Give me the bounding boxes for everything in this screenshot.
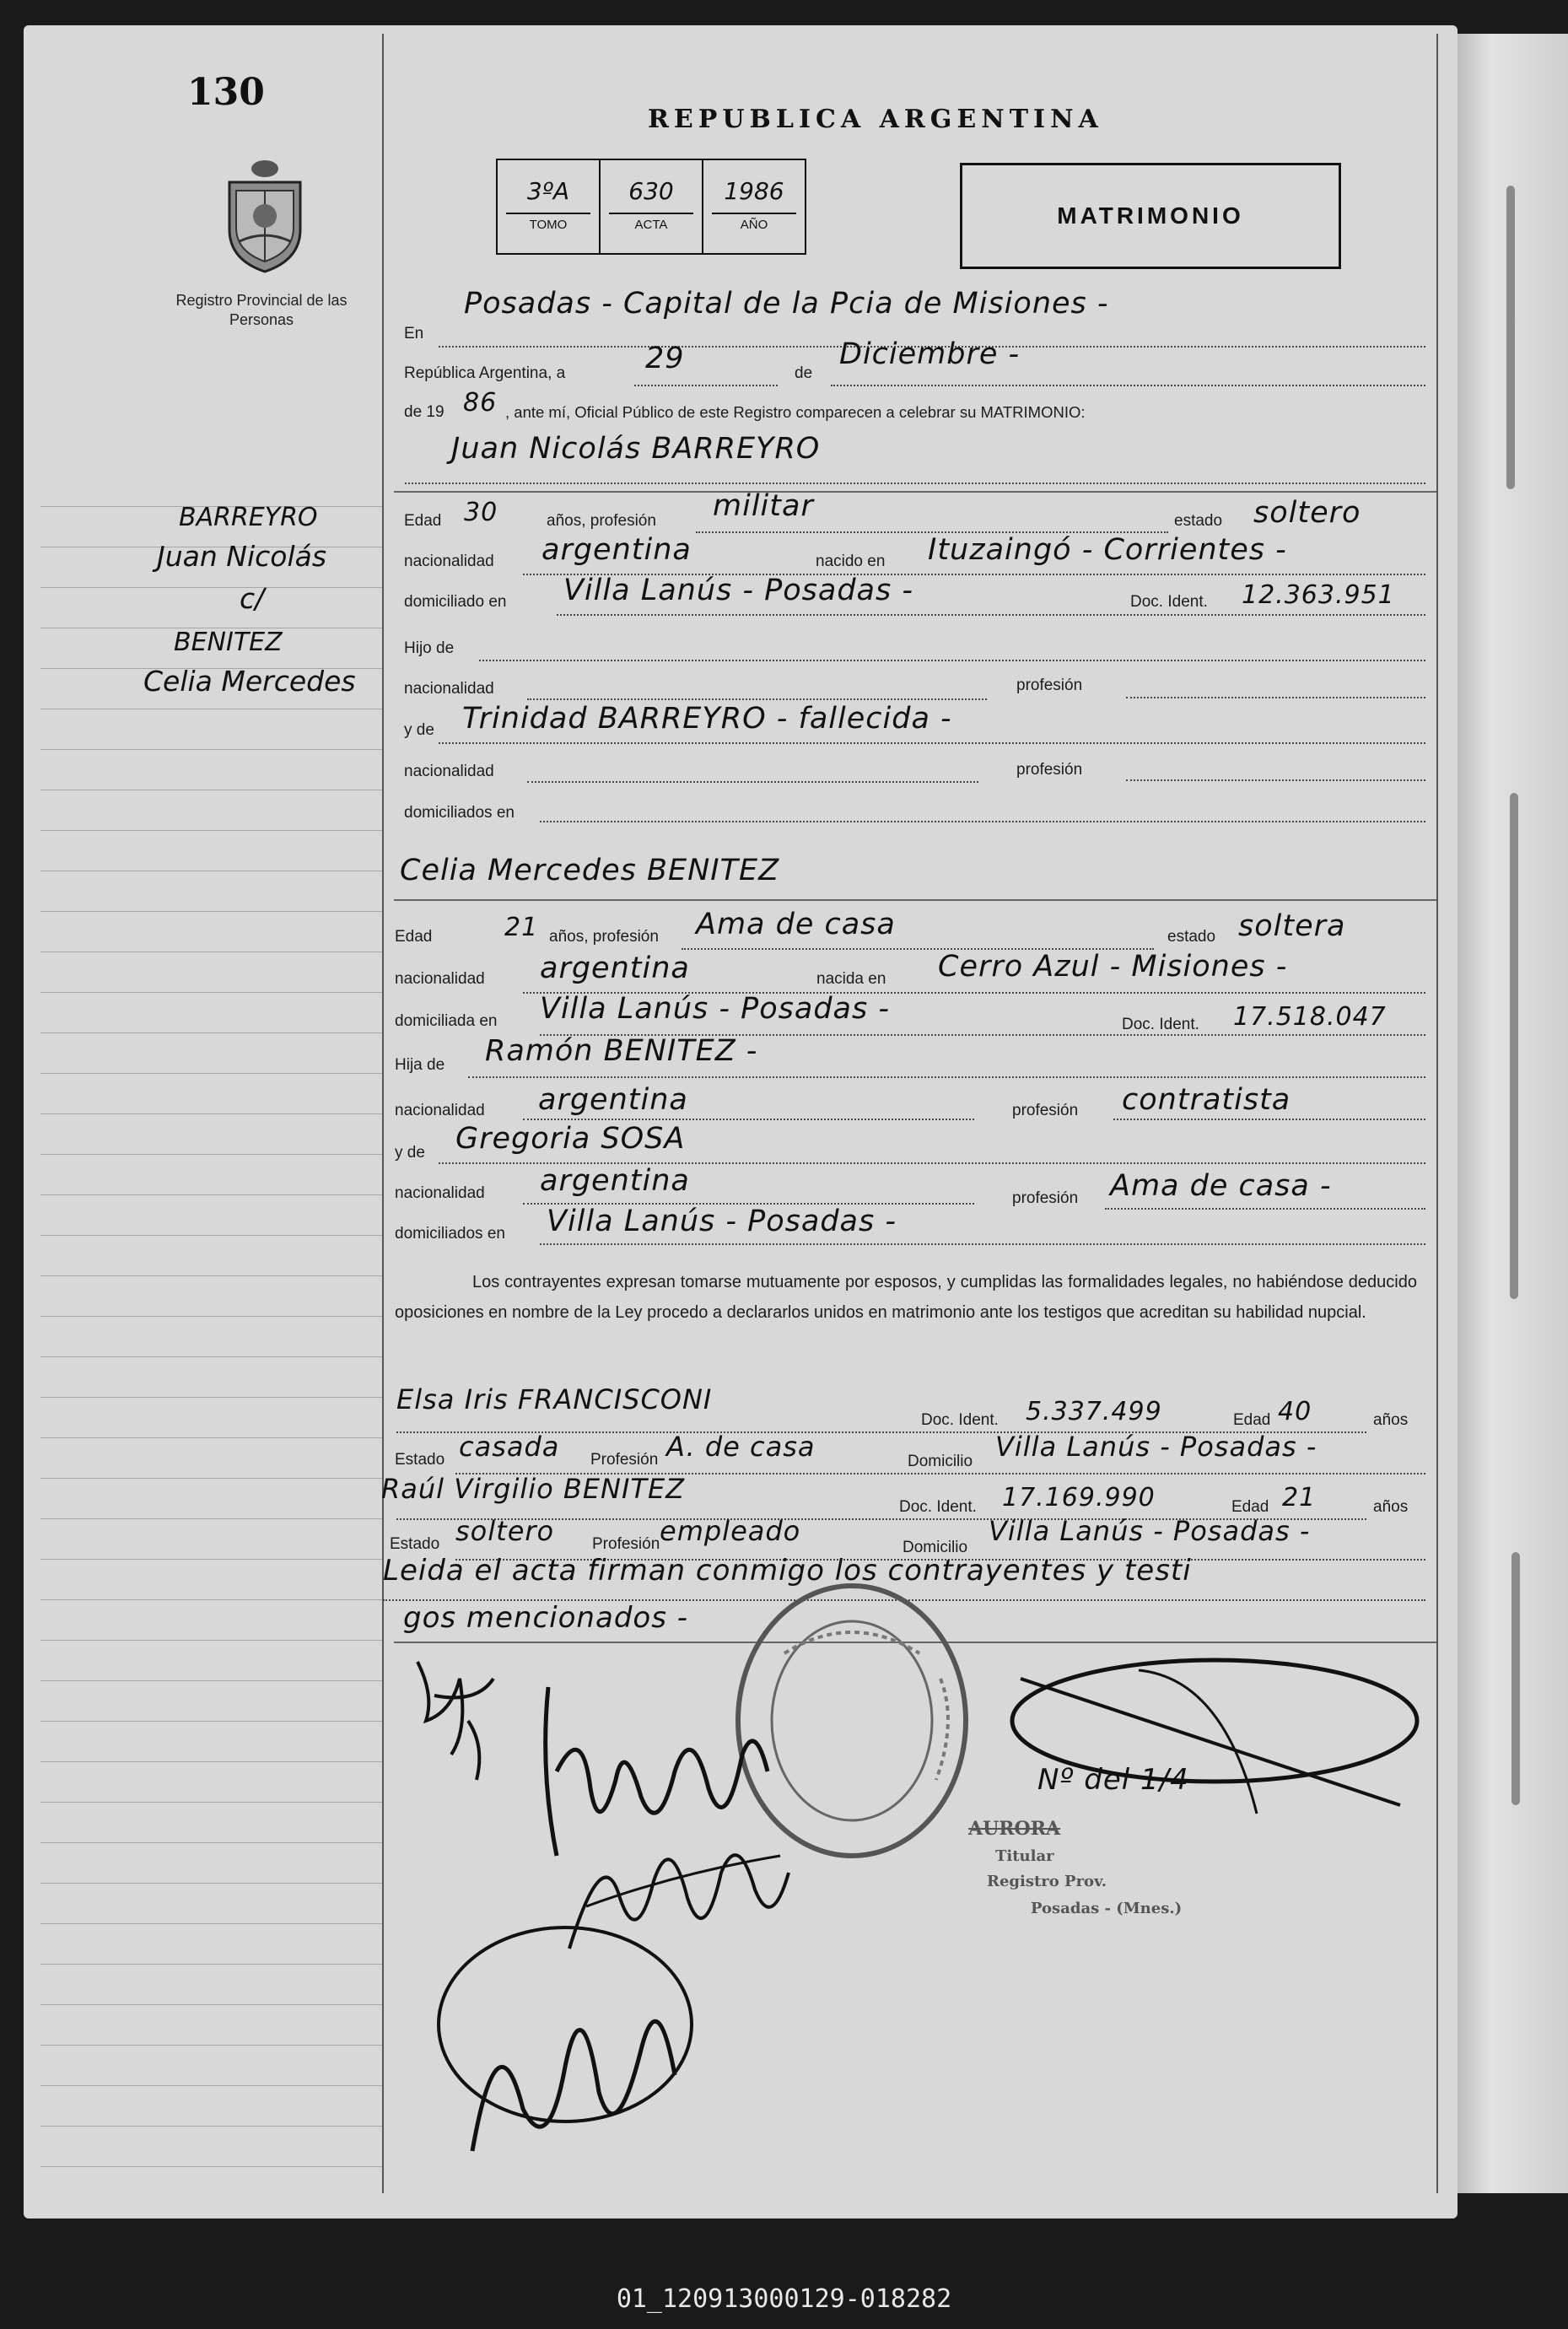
margin-rule-line — [40, 2126, 382, 2127]
declaration-text: Los contrayentes expresan tomarse mutuamente por esposos, y cumplidas las formalidades legales, no habiéndose deducido oposiciones en nombre de la Ley procedo a declararlos unidos en matrimonio ante los testigos que acreditan su habilidad nupcial. — [395, 1273, 1417, 1322]
bride-dom-padres-label: domiciliados en — [395, 1225, 505, 1243]
bride-padre-value: Ramón BENITEZ - — [485, 1034, 758, 1068]
ano-value: 1986 — [724, 177, 784, 205]
groom-edad-label: Edad — [404, 512, 442, 530]
witness2-edad-value: 21 — [1282, 1483, 1317, 1512]
witness2-edad-label: Edad — [1231, 1498, 1269, 1516]
margin-rule-line — [40, 2045, 382, 2046]
tomo-label: TOMO — [506, 213, 590, 232]
groom-madre-value: Trinidad BARREYRO - fallecida - — [462, 702, 952, 736]
witness1-estado-value: casada — [459, 1431, 560, 1463]
right-border — [1436, 34, 1438, 2193]
margin-rule-line — [40, 1599, 382, 1600]
closing-line-2: gos mencionados - — [403, 1601, 688, 1635]
margin-rule-line — [40, 1761, 382, 1762]
witness2-name: Raúl Virgilio BENITEZ — [381, 1473, 686, 1505]
groom-estado-value: soltero — [1253, 496, 1361, 530]
bride-nacida-value: Cerro Azul - Misiones - — [938, 950, 1288, 984]
witness1-profesion-value: A. de casa — [666, 1431, 816, 1463]
provincial-coat-of-arms-icon — [218, 157, 312, 275]
bride-profesion-value: Ama de casa — [696, 908, 896, 941]
margin-rule-line — [40, 1194, 382, 1195]
bride-hija-line — [468, 1076, 1425, 1078]
groom-madre-nac-line — [527, 781, 978, 783]
witness2-doc-label: Doc. Ident. — [899, 1498, 977, 1516]
bride-nacionalidad-label: nacionalidad — [395, 970, 485, 988]
groom-name: Juan Nicolás BARREYRO — [451, 432, 821, 466]
groom-dom-padres-line — [540, 821, 1425, 822]
groom-hijo-line — [479, 660, 1425, 661]
groom-padre-nac-line — [527, 698, 987, 700]
witness1-estado-label: Estado — [395, 1451, 445, 1469]
groom-section-rule — [394, 491, 1436, 493]
groom-profesion-label: años, profesión — [547, 512, 656, 530]
margin-rule-line — [40, 1437, 382, 1438]
witness2-profesion-value: empleado — [660, 1515, 801, 1547]
groom-nacionalidad-value: argentina — [542, 533, 692, 567]
margin-rule-line — [40, 1842, 382, 1843]
official-stamp-line-1: AURORA — [968, 1818, 1061, 1840]
bride-madre-value: Gregoria SOSA — [455, 1122, 686, 1156]
margin-rule-line — [40, 587, 382, 588]
margin-rule-line — [40, 1113, 382, 1114]
witness1-doc-label: Doc. Ident. — [921, 1411, 999, 1429]
official-handwritten-note: Nº del 1/4 — [1037, 1763, 1189, 1797]
witness1-domicilio-label: Domicilio — [908, 1453, 973, 1470]
margin-rule-line — [40, 1356, 382, 1357]
margin-rule-line — [40, 1680, 382, 1681]
margin-divider — [382, 34, 384, 2193]
margin-bride-names: Celia Mercedes — [143, 665, 356, 698]
bride-domicilio-label: domiciliada en — [395, 1012, 498, 1030]
day-line — [634, 385, 778, 386]
bride-nacionalidad-value: argentina — [540, 952, 690, 985]
witness1-edad-value: 40 — [1278, 1397, 1312, 1426]
country-heading: REPUBLICA ARGENTINA — [648, 105, 1103, 134]
margin-rule-line — [40, 1316, 382, 1317]
tomo-value: 3ºA — [526, 177, 570, 205]
margin-rule-line — [40, 1640, 382, 1641]
witness2-domicilio-value: Villa Lanús - Posadas - — [989, 1515, 1311, 1547]
bride-padre-nac-label: nacionalidad — [395, 1102, 485, 1119]
groom-domicilio-value: Villa Lanús - Posadas - — [563, 574, 913, 607]
groom-madre-prof-line — [1126, 779, 1425, 781]
margin-rule-line — [40, 1397, 382, 1398]
groom-hijo-label: Hijo de — [404, 639, 455, 657]
bride-profesion-label: años, profesión — [549, 928, 659, 946]
groom-madre-prof-label: profesión — [1016, 761, 1083, 779]
witness2-anos-label: años — [1373, 1498, 1409, 1516]
margin-rule-line — [40, 1154, 382, 1155]
witness1-domicilio-value: Villa Lanús - Posadas - — [995, 1431, 1317, 1463]
groom-doc-label: Doc. Ident. — [1130, 593, 1208, 611]
year-rest-label: , ante mí, Oficial Público de este Registro comparecen a celebrar su MATRIMONIO: — [505, 403, 1086, 421]
bride-madre-prof-line — [1105, 1208, 1425, 1210]
de-label: de — [795, 364, 813, 382]
acta-value: 630 — [628, 177, 674, 205]
groom-padre-prof-label: profesión — [1016, 677, 1083, 694]
margin-conjunction: c/ — [240, 582, 265, 615]
bride-padre-nac-value: argentina — [538, 1083, 688, 1117]
en-label: En — [404, 325, 424, 342]
margin-rule-line — [40, 2085, 382, 2086]
day-value: 29 — [645, 342, 685, 375]
bride-dom-padres-value: Villa Lanús - Posadas - — [547, 1205, 897, 1238]
act-type-box: MATRIMONIO — [960, 163, 1341, 269]
margin-bride-surname: BENITEZ — [174, 628, 283, 657]
margin-rule-line — [40, 749, 382, 750]
bride-name: Celia Mercedes BENITEZ — [400, 854, 780, 887]
groom-doc-value: 12.363.951 — [1242, 580, 1395, 610]
margin-rule-line — [40, 1923, 382, 1924]
bride-padre-prof-line — [1113, 1119, 1425, 1120]
witness1-name: Elsa Iris FRANCISCONI — [396, 1383, 713, 1415]
groom-padre-nac-label: nacionalidad — [404, 680, 494, 698]
margin-rule-line — [40, 992, 382, 993]
margin-rule-line — [40, 1478, 382, 1479]
groom-edad-value: 30 — [464, 498, 498, 527]
official-stamp-line-3: Registro Prov. — [987, 1873, 1107, 1890]
bride-padre-prof-value: contratista — [1122, 1083, 1291, 1117]
margin-rule-line — [40, 1883, 382, 1884]
ano-cell — [703, 160, 805, 253]
groom-madre-line — [439, 742, 1425, 744]
groom-name-line — [405, 483, 1425, 484]
bride-doc-label: Doc. Ident. — [1122, 1016, 1199, 1033]
bride-estado-value: soltera — [1238, 909, 1346, 943]
scan-footer-id: 01_120913000129-018282 — [616, 2284, 952, 2314]
bride-padre-prof-label: profesión — [1012, 1102, 1079, 1119]
month-value: Diciembre - — [839, 337, 1021, 371]
official-signature — [1004, 1645, 1425, 1830]
bride-section-rule — [394, 899, 1436, 901]
bride-nacida-label: nacida en — [816, 970, 886, 988]
acta-cell — [601, 160, 703, 253]
page-number: 130 — [187, 71, 265, 114]
bride-domicilio-value: Villa Lanús - Posadas - — [540, 992, 890, 1026]
bride-yde-label: y de — [395, 1144, 425, 1162]
groom-nacido-value: Ituzaingó - Corrientes - — [928, 533, 1287, 567]
bride-madre-nac-label: nacionalidad — [395, 1184, 485, 1202]
groom-dom-padres-label: domiciliados en — [404, 804, 515, 822]
page-edge-mark — [1510, 793, 1518, 1299]
margin-rule-line — [40, 1275, 382, 1276]
year-suffix-value: 86 — [463, 388, 498, 418]
bride-edad-value: 21 — [504, 913, 539, 942]
page-edge-mark — [1506, 186, 1515, 489]
margin-rule-line — [40, 1964, 382, 1965]
groom-domicilio-label: domiciliado en — [404, 593, 507, 611]
margin-rule-line — [40, 1235, 382, 1236]
witness1-profesion-label: Profesión — [590, 1451, 659, 1469]
margin-rule-line — [40, 1073, 382, 1074]
margin-rule-line — [40, 1802, 382, 1803]
groom-estado-label: estado — [1174, 512, 1223, 530]
bride-estado-label: estado — [1167, 928, 1216, 946]
bride-madre-nac-value: argentina — [540, 1164, 690, 1198]
margin-rule-line — [40, 830, 382, 831]
binding-spine — [1458, 34, 1568, 2193]
groom-padre-prof-line — [1126, 697, 1425, 698]
witness1-doc-value: 5.337.499 — [1026, 1397, 1162, 1426]
place-value: Posadas - Capital de la Pcia de Misiones - — [464, 287, 1109, 321]
tomo-cell — [498, 160, 601, 253]
witness2-domicilio-label: Domicilio — [903, 1539, 968, 1556]
act-reference-box — [496, 159, 806, 255]
bride-madre-prof-label: profesión — [1012, 1189, 1079, 1207]
bride-hija-label: Hija de — [395, 1056, 445, 1074]
witness2-doc-value: 17.169.990 — [1002, 1483, 1156, 1512]
acta-label: ACTA — [609, 213, 693, 232]
bride-edad-label: Edad — [395, 928, 433, 946]
witness1-anos-label: años — [1373, 1411, 1409, 1429]
margin-rule-line — [40, 1032, 382, 1033]
groom-madre-nac-label: nacionalidad — [404, 763, 494, 780]
witness2-estado-label: Estado — [390, 1535, 440, 1553]
official-stamp-line-2: Titular — [995, 1847, 1054, 1865]
margin-rule-line — [40, 2004, 382, 2005]
groom-yde-label: y de — [404, 721, 434, 739]
bride-doc-value: 17.518.047 — [1233, 1002, 1387, 1032]
signature-1 — [401, 1645, 519, 1788]
margin-rule-line — [40, 911, 382, 912]
ano-label: AÑO — [712, 213, 796, 232]
bride-dom-padres-line — [540, 1243, 1425, 1245]
bride-padre-nac-line — [523, 1119, 974, 1120]
margin-rule-line — [40, 1518, 382, 1519]
year-prefix-label: de 19 — [404, 403, 445, 421]
margin-rule-line — [40, 2166, 382, 2167]
groom-domicilio-line — [557, 614, 1425, 616]
witness2-estado-value: soltero — [455, 1515, 555, 1547]
margin-groom-names: Juan Nicolás — [157, 540, 327, 573]
signature-4 — [422, 1906, 725, 2176]
groom-nacido-label: nacido en — [816, 553, 886, 570]
bride-madre-prof-value: Ama de casa - — [1110, 1169, 1332, 1203]
official-stamp-line-4: Posadas - (Mnes.) — [1031, 1900, 1183, 1917]
margin-rule-line — [40, 1559, 382, 1560]
margin-groom-surname: BARREYRO — [179, 503, 318, 532]
margin-rule-line — [40, 1721, 382, 1722]
groom-profesion-value: militar — [713, 489, 814, 523]
republic-label: República Argentina, a — [404, 364, 566, 382]
page-edge-mark — [1511, 1552, 1520, 1805]
witness1-edad-label: Edad — [1233, 1411, 1271, 1429]
witness2-profesion-label: Profesión — [592, 1535, 660, 1553]
groom-nacionalidad-label: nacionalidad — [404, 553, 494, 570]
month-line — [831, 385, 1425, 386]
registry-office-name: Registro Provincial de las Personas — [175, 292, 348, 329]
closing-line-1: Leida el acta firman conmigo los contrayentes y testi — [383, 1554, 1192, 1588]
